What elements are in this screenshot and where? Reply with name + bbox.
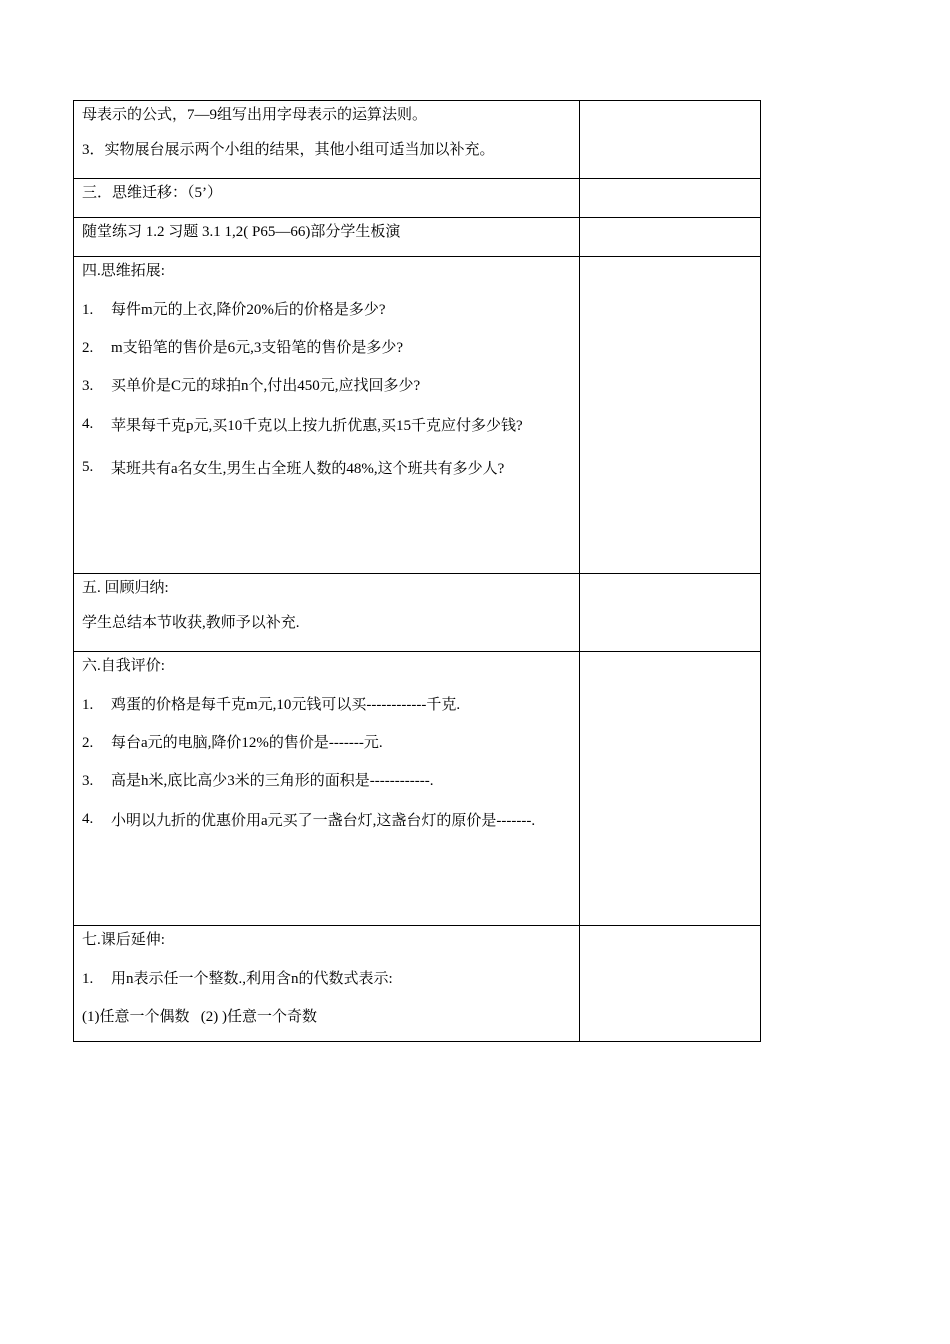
item-text: m支铅笔的售价是6元,3支铅笔的售价是多少? [111,340,404,356]
content-cell [74,101,580,179]
table-row [74,179,761,218]
item-number: 5. [82,459,94,475]
item-text: 某班共有a名女生,男生占全班人数的48%,这个班共有多少人? [111,461,505,477]
notes-cell [580,574,761,652]
item-number: 1. [82,302,94,318]
list-item [82,762,579,800]
item-text: 用n表示任一个整数.,利用含n的代数式表示: [111,971,393,987]
table-row [74,257,761,574]
text-line: 随堂练习 1.2 习题 3.1 1,2( P65—66)部分学生板演 [82,224,401,240]
notes-cell [580,101,761,179]
notes-cell [580,179,761,218]
section-heading: 五. 回顾归纳: [82,580,169,596]
item-text: 苹果每千克p元,买10千克以上按九折优惠,买15千克应付多少钱? [111,418,523,434]
content-cell [74,574,580,652]
table-row [74,926,761,1042]
notes-cell [580,218,761,257]
table-row [74,101,761,179]
item-number: 3. [82,378,94,394]
lesson-plan-table [73,100,761,1042]
notes-cell [580,652,761,926]
item-number: 2. [82,340,94,356]
text-line: 3．实物展台展示两个小组的结果，其他小组可适当加以补充。 [82,142,495,158]
table-row [74,218,761,257]
section-heading: 七.课后延伸: [82,932,165,948]
section-heading: 六.自我评价: [82,658,165,674]
notes-cell [580,257,761,574]
item-number: 1. [82,697,94,713]
table-row [74,574,761,652]
item-number: 1. [82,971,94,987]
item-number: 3. [82,773,94,789]
notes-cell [580,926,761,1042]
section-heading: 三．思维迁移：（5’） [82,185,222,201]
list-item [82,686,579,724]
item-text: 每台a元的电脑,降价12%的售价是-------元. [111,735,383,751]
item-text: 鸡蛋的价格是每千克m元,10元钱可以买------------千克. [111,697,461,713]
list-item [82,724,579,762]
item-text: 小明以九折的优惠价用a元买了一盏台灯,这盏台灯的原价是-------. [111,813,536,829]
section-heading: 四.思维拓展: [82,263,165,279]
item-number: 4. [82,811,94,827]
table-row [74,652,761,926]
content-cell [74,926,580,1042]
list-item [82,448,579,491]
content-cell [74,652,580,926]
text-line: 母表示的公式，7—9组写出用字母表示的运算法则。 [82,107,428,123]
list-item [82,367,579,405]
item-text: 每件m元的上衣,降价20%后的价格是多少? [111,302,386,318]
list-item [82,800,579,843]
list-item [82,291,579,329]
list-item [82,405,579,448]
item-number: 2. [82,735,94,751]
item-number: 4. [82,416,94,432]
content-cell [74,218,580,257]
content-cell [74,257,580,574]
item-text: 买单价是C元的球拍n个,付出450元,应找回多少? [111,378,421,394]
list-item [82,329,579,367]
content-cell [74,179,580,218]
text-line: 学生总结本节收获,教师予以补充. [82,615,300,631]
list-item [82,960,579,998]
item-text: 高是h米,底比高少3米的三角形的面积是------------. [111,773,434,789]
text-line: (1)任意一个偶数 (2) )任意一个奇数 [82,1009,317,1025]
